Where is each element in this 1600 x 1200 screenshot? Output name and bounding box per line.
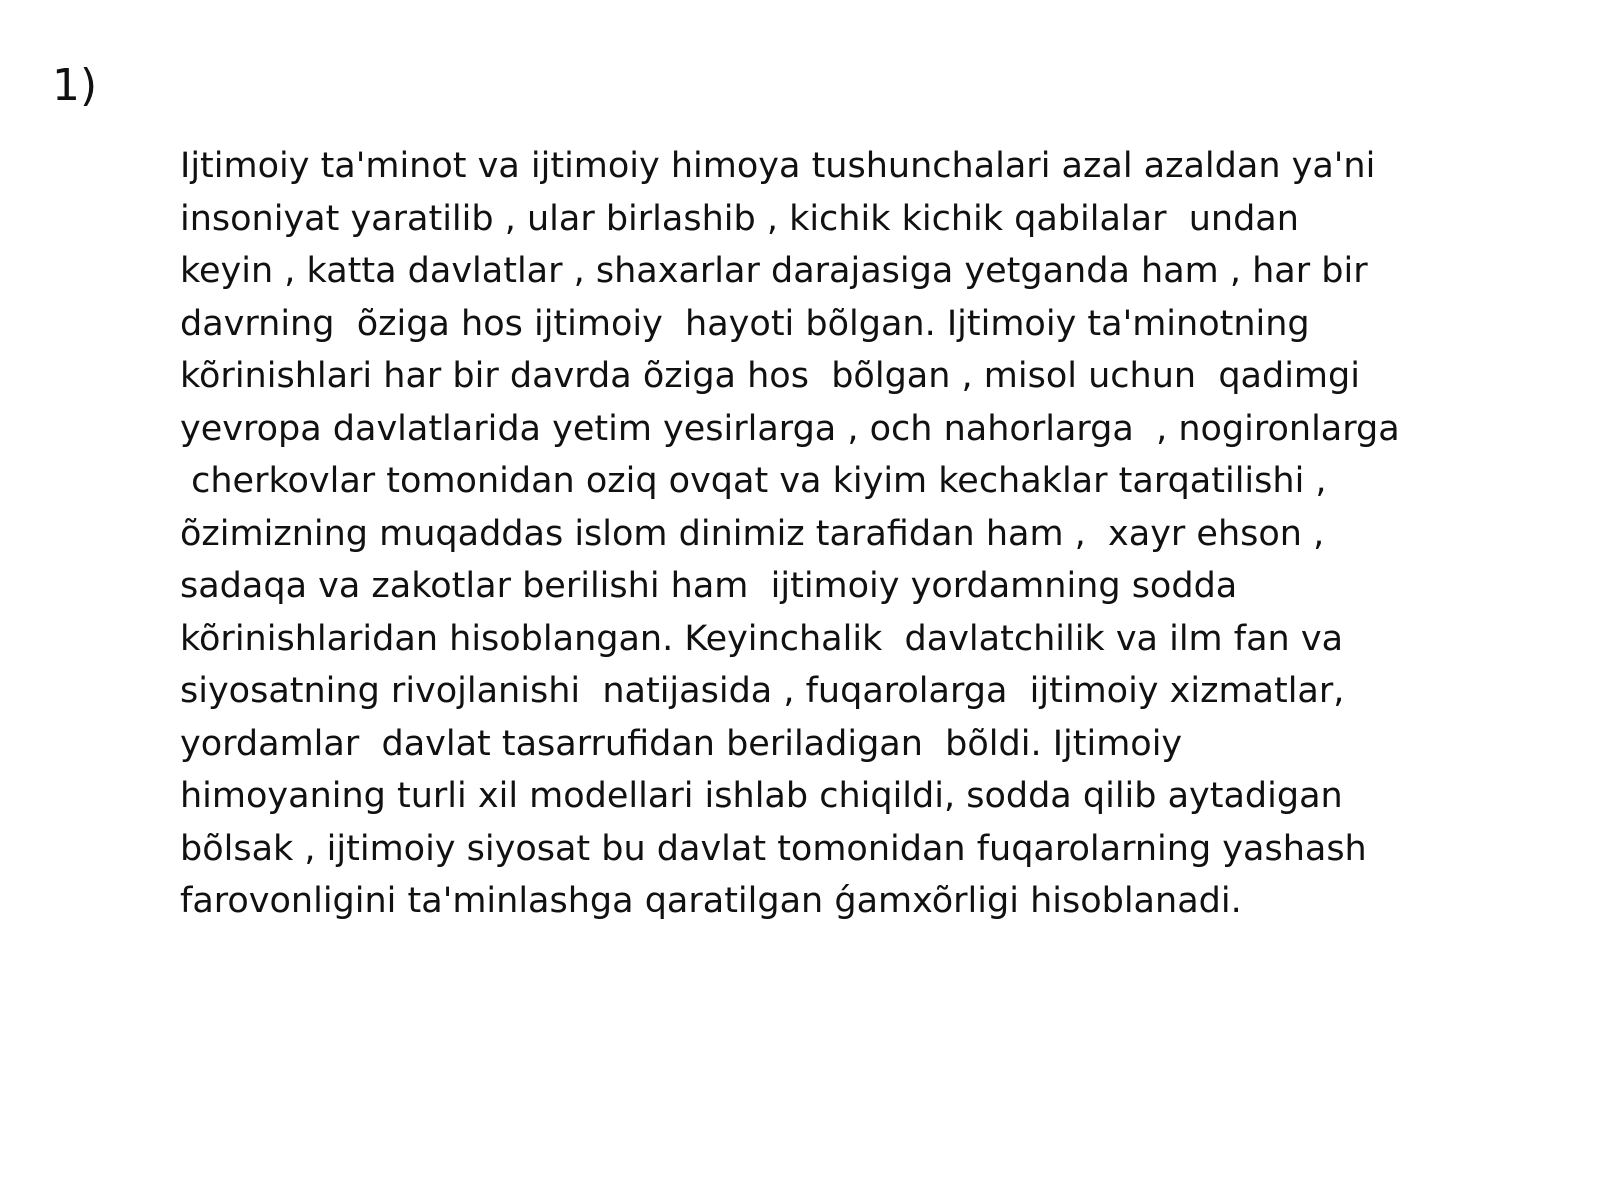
body-text-block: [180, 140, 1460, 928]
body-text-line: sadaqa va zakotlar berilishi ham ijtimoiy yordamning sodda: [180, 566, 1238, 606]
body-text-line: siyosatning rivojlanishi natijasida , fuqarolarga ijtimoiy xizmatlar,: [180, 671, 1345, 711]
body-text-line: insoniyat yaratilib , ular birlashib , kichik kichik qabilalar undan: [180, 198, 1299, 239]
body-text-line: kõrinishlaridan hisoblangan. Keyinchalik davlatchilik va ilm fan va: [180, 618, 1344, 659]
slide-number-label: 1): [52, 60, 98, 111]
body-text-line: davrning õziga hos ijtimoiy hayoti bõlgan. Ijtimoiy ta'minotning: [180, 303, 1310, 344]
body-text-line: keyin , katta davlatlar , shaxarlar darajasiga yetganda ham , har bir: [180, 251, 1368, 291]
body-text-line: farovonligini ta'minlashga qaratilgan ǵamxõrligi hisoblanadi.: [180, 881, 1242, 921]
body-text-line: himoyaning turli xil modellari ishlab chiqildi, sodda qilib aytadigan: [180, 776, 1343, 816]
body-text-line: yordamlar davlat tasarrufidan beriladigan bõldi. Ijtimoiy: [180, 723, 1183, 764]
body-text-line: yevropa davlatlarida yetim yesirlarga , och nahorlarga , nogironlarga: [180, 408, 1400, 449]
body-text-line: õzimizning muqaddas islom dinimiz tarafidan ham , xayr ehson ,: [180, 513, 1325, 554]
body-text-line: cherkovlar tomonidan oziq ovqat va kiyim kechaklar tarqatilishi ,: [180, 461, 1327, 501]
body-text-line: kõrinishlari har bir davrda õziga hos bõlgan , misol uchun qadimgi: [180, 356, 1360, 396]
body-text-line: bõlsak , ijtimoiy siyosat bu davlat tomonidan fuqarolarning yashash: [180, 828, 1367, 869]
body-text-line: Ijtimoiy ta'minot va ijtimoiy himoya tushunchalari azal azaldan ya'ni: [180, 146, 1376, 186]
